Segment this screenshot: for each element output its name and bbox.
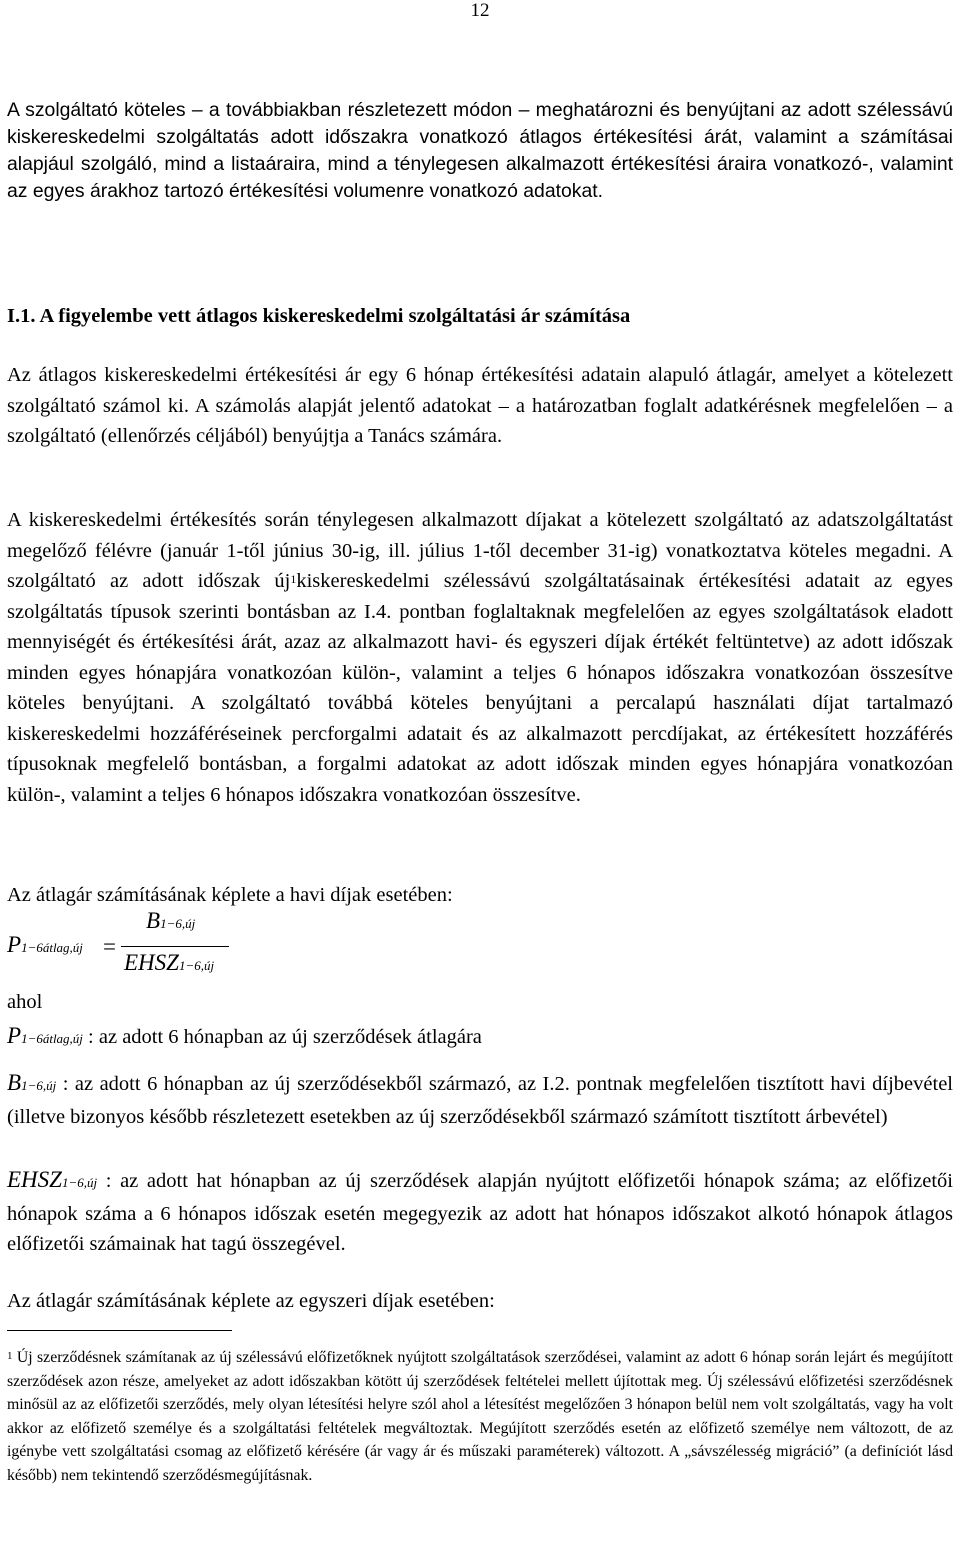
formula-EHSZ: EHSZ [124,950,179,975]
definition-EHSZ-subscript: 1−6,új [61,1175,98,1190]
footnote-mark: 1 [7,1350,13,1362]
ahol-label: ahol [7,991,43,1013]
fraction-bar [121,946,229,947]
definition-EHSZ-text: : az adott hat hónapban az új szerződések alapján nyújtott előfizetői hónapok száma; az előfizetői hónapok száma a 6 hónapos időszak esetén megegyezik az adott hat hónapos időszakot alkotó hónapok átlagos előfizetői számainak hat tagú összegével. [7,1170,953,1255]
definition-P [7,1021,953,1055]
definition-EHSZ [7,1165,953,1260]
intro-paragraph: A szolgáltató köteles – a továbbiakban részletezett módon – meghatározni és benyújtani az adott szélessávú kiskereskedelmi szolgáltatás adott időszakra vonatkozó átlagos értékesítési árát, valamint a számításai alapjául szolgáló, mind a listaáraira, mind a ténylegesen alkalmazott értékesítési áraira vonatkozó-, valamint az egyes árakhoz tartozó értékesítési volumenre vonatkozó adatokat. [7,99,953,202]
definition-EHSZ-symbol: EHSZ [7,1167,62,1192]
paragraph-retail-data [7,505,953,810]
paragraph-average-price: Az átlagos kiskereskedelmi értékesítési ár egy 6 hónap értékesítési adatain alapuló átlagár, amelyet a kötelezett szolgáltató számol ki. A számolás alapját jelentő adatokat – a határozatban foglalt adatkérésnek megfelelően – a szolgáltató (ellenőrzés céljából) benyújtja a Tanács számára. [7,364,953,447]
footnote [7,1346,953,1487]
definition-P-subscript: 1−6átlag,új [21,1031,83,1046]
formula-EHSZ-subscript: 1−6,új [178,958,215,973]
definition-P-symbol: P [7,1023,22,1048]
formula-P: P [7,932,22,957]
footnote-text: Új szerződésnek számítanak az új szélessávú előfizetőknek nyújtott szolgáltatások szerződései, valamint az adott 6 hónap során lejárt és megújított szerződések azon része, amelyeket az adott időszakban kötött új szerződések feltételei mellett újítottak meg. Új szélessávú előfizetési szerződésnek minősül az az előfizetői szerződés, mely olyan létesítési helyre szól ahol a létesítést megelőzően 3 hónapon belül nem volt szolgáltatás, vagy ha volt akkor az előfizető személye és a szolgáltatási feltételek megváltoztak. Megújított szerződés esetén az előfizető személye nem változott, de az igénybe vett szolgáltatási csomag az előfizető kérésére (ár vagy ár és műszaki paraméterek) változott. A „sávszélesség migráció” (a definíciót lásd később) nem tekintendő szerződésmegújításnak. [7,1349,953,1484]
definition-P-text: : az adott 6 hónapban az új szerződések átlagára [88,1026,482,1048]
formula-P-subscript: 1−6átlag,új [21,940,83,955]
definition-B-subscript: 1−6,új [21,1078,57,1093]
formula-denominator [124,950,214,976]
definition-B [7,1068,953,1132]
paragraph-retail-data-part1: A kiskereskedelmi értékesítés során ténylegesen alkalmazott díjakat a kötelezett szolgáltató az adatszolgáltatást megelőző félévre (január 1-től június 30-ig, ill. július 1-től december 31-ig) vonatkoztatva köteles megadni. A szolgáltató az adott időszak új [7,509,953,592]
paragraph-retail-data-part2: kiskereskedelmi szélessávú szolgáltatásainak értékesítési adatait az egyes szolgáltatás típusok szerinti bontásban az I.4. pontban foglaltaknak megfelelően az egyes szolgáltatások eladott mennyiségét és értékesítési árát, azaz az alkalmazott havi- és egyszeri díjak értékét feltüntetve) az adott időszak minden egyes hónapjára vonatkozóan külön-, valamint a teljes 6 hónapos időszakra vonatkozóan összesítve köteles benyújtani. A szolgáltató továbbá köteles benyújtani a percalapú használati díjat tartalmazó kiskereskedelmi hozzáféréseinek percforgalmi adatait és az alkalmazott percdíjakat, az értékesített hozzáférés típusoknak megfelelő bontásban, a forgalmi adatokat az adott időszak minden egyes hónapjára vonatkozóan külön-, valamint a teljes 6 hónapos időszakra vonatkozóan összesítve. [7,570,953,806]
footnote-reference: 1 [290,572,297,586]
footnote-separator [7,1330,232,1331]
formula-numerator [146,908,195,934]
formula-intro-monthly: Az átlagár számításának képlete a havi díjak esetében: [7,884,453,906]
formula-intro-one-time: Az átlagár számításának képlete az egyszeri díjak esetében: [7,1290,495,1312]
definition-B-symbol: B [7,1070,22,1095]
section-heading: I.1. A figyelembe vett átlagos kiskereskedelmi szolgáltatási ár számítása [7,305,631,327]
formula-B-subscript: 1−6,új [160,916,196,931]
page-number: 12 [470,0,490,21]
formula-B: B [146,908,161,933]
formula-equals: = [103,934,116,959]
definition-B-text: : az adott 6 hónapban az új szerződésekből származó, az I.2. pontnak megfelelően tisztított havi díjbevétel (illetve bizonyos később részletezett esetekben az új szerződésekből származó számított tisztított árbevétel) [7,1073,953,1128]
formula-lhs [7,932,83,958]
